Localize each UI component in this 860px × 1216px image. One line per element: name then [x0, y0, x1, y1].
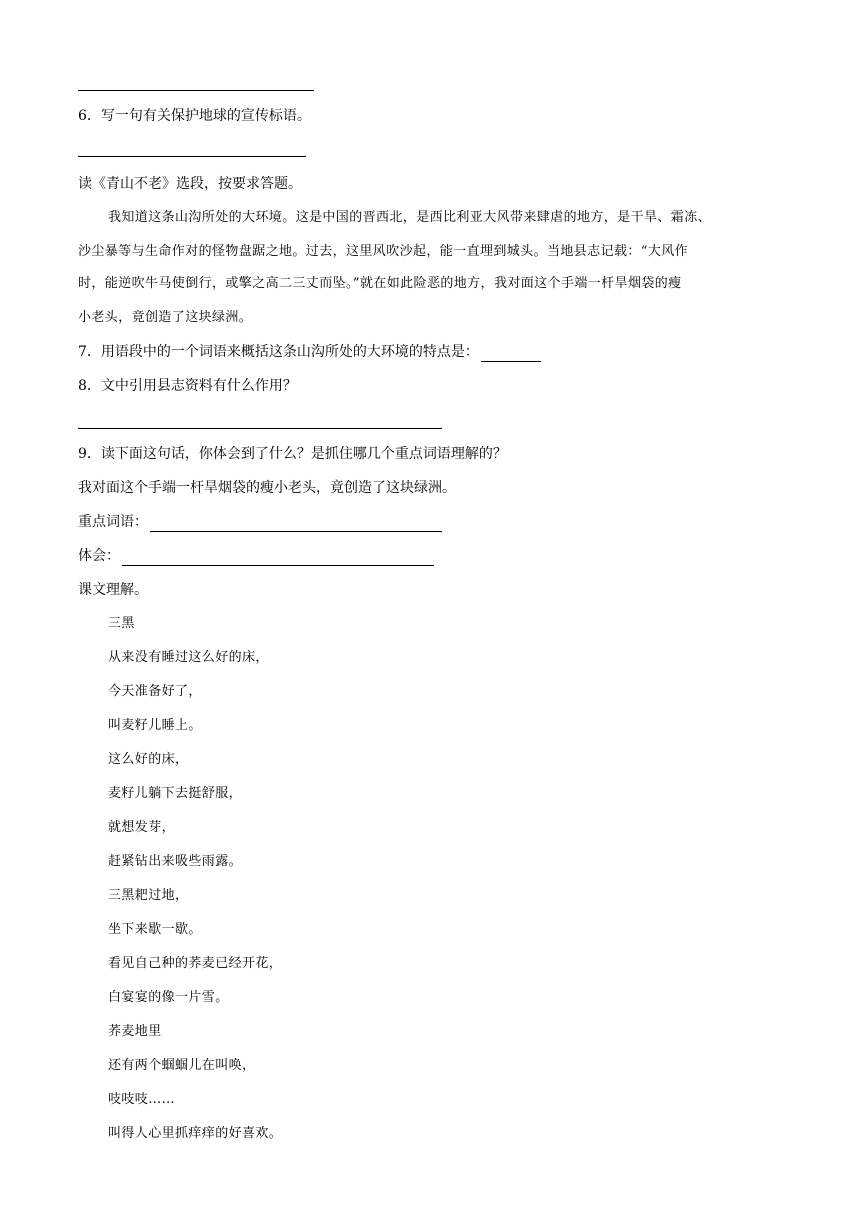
- question-6: 6．写一句有关保护地球的宣传标语。: [78, 108, 311, 124]
- poem-line: 还有两个蝈蝈儿在叫唤，: [108, 1058, 256, 1073]
- passage-line: 我知道这条山沟所处的大环境。这是中国的晋西北，是西比利亚大风带来肆虐的地方，是干旱、霜冻、: [108, 210, 712, 225]
- poem-line: 坐下来歇一歇。: [108, 922, 202, 937]
- poem-line: 白宴宴的像一片雪。: [108, 990, 229, 1005]
- poem-line: 今天准备好了，: [108, 684, 202, 699]
- insight-row: [78, 546, 434, 566]
- poem-line: 荞麦地里: [108, 1024, 162, 1039]
- poem-line: 叫得人心里抓痒痒的好喜欢。: [108, 1126, 283, 1141]
- question-9: 9．读下面这句话，你体会到了什么？是抓住哪几个重点词语理解的？: [78, 446, 507, 462]
- poem-line: 就想发芽，: [108, 820, 176, 835]
- poem-line: 赶紧钻出来吸些雨露。: [108, 854, 243, 869]
- passage-line: 小老头，竟创造了这块绿洲。: [78, 310, 253, 325]
- poem-line: 三黑耙过地，: [108, 888, 189, 903]
- question-9-quote: 我对面这个手端一杆旱烟袋的瘦小老头，竟创造了这块绿洲。: [78, 480, 456, 496]
- poem-line: 吱吱吱……: [108, 1092, 176, 1107]
- passage-line: 时，能逆吹牛马使倒行，或擎之高二三丈而坠。”就在如此险恶的地方，我对面这个手端一杆旱烟袋的瘦: [78, 276, 682, 291]
- answer-blank-q7[interactable]: [481, 346, 541, 362]
- keywords-blank[interactable]: [150, 516, 442, 532]
- poem-line: 看见自己种的荞麦已经开花，: [108, 956, 283, 971]
- poem-line: 从来没有睡过这么好的床，: [108, 650, 269, 665]
- poem-line: 这么好的床，: [108, 752, 189, 767]
- keywords-label: 重点词语：: [78, 514, 148, 530]
- reading-intro-qingshan: 读《青山不老》选段，按要求答题。: [78, 176, 302, 192]
- question-8: 8．文中引用县志资料有什么作用？: [78, 378, 297, 394]
- poem-line: 麦籽儿躺下去挺舒服，: [108, 786, 243, 801]
- reading-intro-poem: 课文理解。: [78, 582, 148, 598]
- answer-line-q5[interactable]: [78, 90, 314, 91]
- answer-line-q8[interactable]: [78, 428, 442, 429]
- question-7: [78, 342, 541, 362]
- answer-line-q6[interactable]: [78, 156, 306, 157]
- poem-title: 三黑: [108, 616, 135, 631]
- passage-line: 沙尘暴等与生命作对的怪物盘踞之地。过去，这里风吹沙起，能一直埋到城头。当地县志记载：“大风作: [78, 244, 689, 259]
- insight-blank[interactable]: [122, 550, 434, 566]
- insight-label: 体会：: [78, 548, 120, 564]
- keywords-row: [78, 512, 442, 532]
- poem-line: 叫麦籽儿睡上。: [108, 718, 202, 733]
- question-7-text: 7．用语段中的一个词语来概括这条山沟所处的大环境的特点是：: [78, 344, 479, 360]
